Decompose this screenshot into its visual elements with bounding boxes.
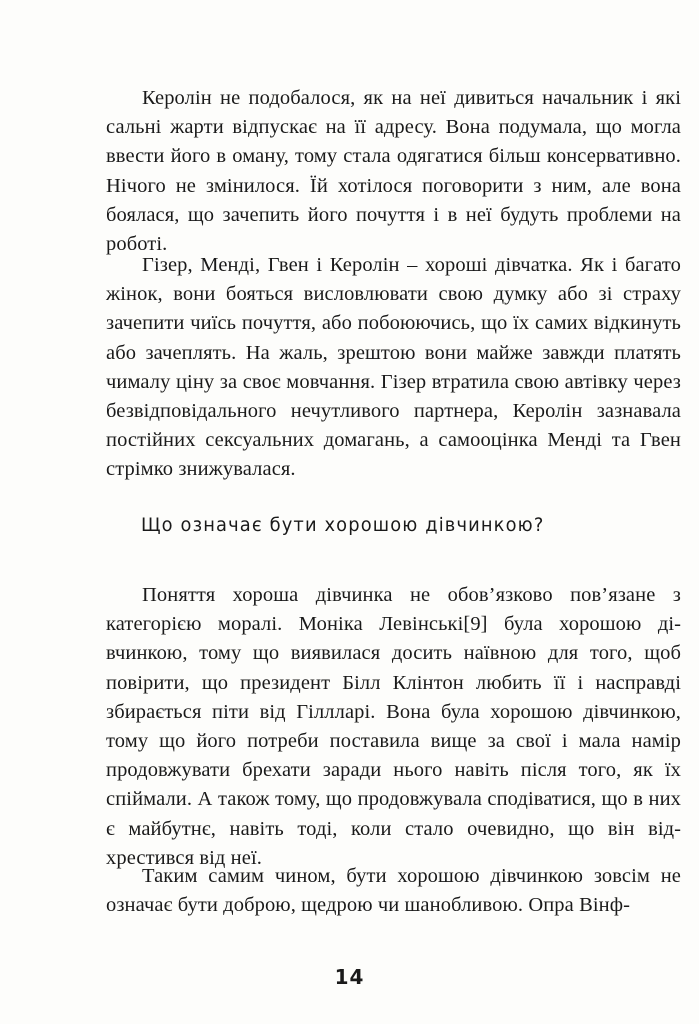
page-number: 14	[334, 965, 365, 989]
paragraph-block	[106, 581, 681, 873]
section-heading: Що означає бути хорошою дівчинкою?	[141, 514, 545, 536]
paragraph-block	[106, 84, 681, 259]
paragraph-lewinsky: Поняття хороша дівчинка не обов’язково пов’язане з категорією моралі. Моніка Левінські[9] була хорошою дівчинкою, тому що виявилася досить наївною для того, щоб повірити, що президент Білл Клінтон любить її і насправді збирається піти від Гіллларі. Вона була хорошою дівчинкою, тому що його потреби поставила вище за свої і мала намір продовжувати брехати заради нього навіть після того, як їх спіймали. А також тому, що продовжувала сподіватися, що в них є майбутнє, навіть тоді, коли стало очевидно, що він відхрестився від неї.	[106, 584, 681, 869]
paragraph-block	[106, 862, 681, 920]
paragraph-block	[106, 251, 681, 485]
paragraph-oprah: Таким самим чином, бути хорошою дівчинкою зовсім не означає бути доброю, щедрою чи шанобливою. Опра Вінф-	[106, 865, 681, 917]
paragraph-good-girls: Гізер, Менді, Гвен і Керолін – хороші дівчатка. Як і багато жінок, вони бояться висловлювати свою думку або зі страху зачепити чиїсь почуття, або побоюючись, що їх самих відкинуть або зачеплять. На жаль, зрештою вони майже завжди платять чималу ціну за своє мовчання. Гізер втратила свою автівку через безвідповідального нечутливого партнера, Керолін зазнавала постійних сексуальних домагань, а самооцінка Менді та Гвен стрімко знижувалася.	[106, 254, 681, 481]
paragraph-carolyn: Керолін не подобалося, як на неї дивиться начальник і які сальні жарти відпускає на її адресу. Вона подумала, що могла ввести його в оману, тому стала одягатися більш консервативно. Нічого не змінилося. Їй хотілося поговорити з ним, але вона боялася, що зачепить його почуття і в неї будуть проблеми на роботі.	[106, 87, 681, 256]
